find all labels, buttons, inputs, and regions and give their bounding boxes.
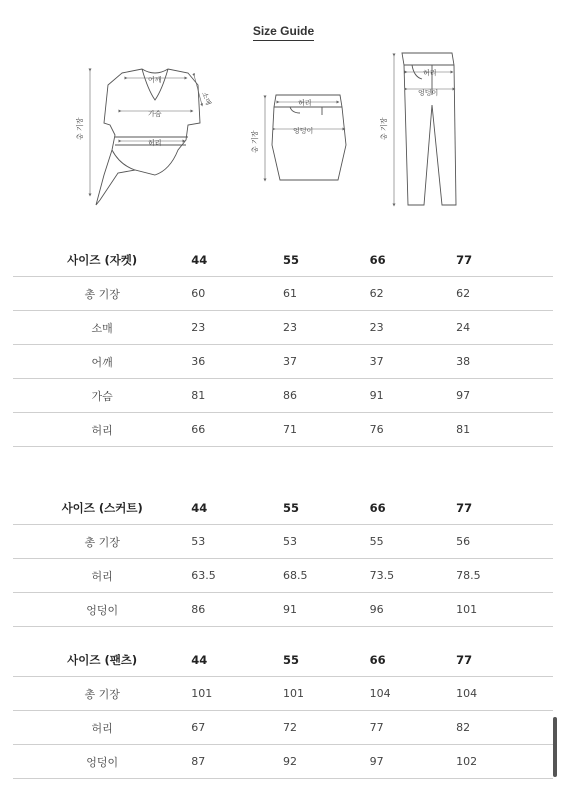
table-cell: 24	[456, 311, 553, 345]
table-cell: 86	[283, 379, 370, 413]
table-cell: 76	[370, 413, 457, 447]
table-cell: 78.5	[456, 559, 553, 593]
table-cell: 71	[283, 413, 370, 447]
table-cell: 허리	[13, 413, 191, 447]
skirt-illustration	[272, 95, 346, 180]
table-cell: 86	[191, 593, 283, 627]
table-cell: 97	[456, 379, 553, 413]
table-cell: 61	[283, 277, 370, 311]
table-row	[13, 677, 553, 711]
table-cell: 53	[191, 525, 283, 559]
table-header-cell: 66	[370, 491, 457, 525]
table-header-row	[13, 243, 553, 277]
table-row	[13, 311, 553, 345]
table-cell: 87	[191, 745, 283, 779]
garment-illustrations	[60, 45, 480, 220]
table-cell: 어깨	[13, 345, 191, 379]
table-header-cell: 77	[456, 491, 553, 525]
table-cell: 62	[456, 277, 553, 311]
table-header-cell: 66	[370, 243, 457, 277]
table-cell: 가슴	[13, 379, 191, 413]
table-cell: 101	[191, 677, 283, 711]
table-header-cell: 사이즈 (스커트)	[13, 491, 191, 525]
table-header-cell: 55	[283, 491, 370, 525]
table-header-row	[13, 491, 553, 525]
table-cell: 72	[283, 711, 370, 745]
page-title: Size Guide	[0, 24, 567, 38]
jacket-waist-label: 허리	[148, 139, 162, 147]
jacket-illustration	[96, 69, 200, 205]
pants-length-label: 총 기장	[380, 117, 388, 140]
table-cell: 23	[283, 311, 370, 345]
table-cell: 81	[191, 379, 283, 413]
table-cell: 엉덩이	[13, 745, 191, 779]
table-cell: 23	[191, 311, 283, 345]
jacket-sleeve-label: 소매	[200, 90, 213, 107]
table-cell: 37	[283, 345, 370, 379]
table-cell: 총 기장	[13, 277, 191, 311]
table-cell: 허리	[13, 559, 191, 593]
pants-hip-label: 엉덩이	[418, 89, 439, 97]
table-header-cell: 44	[191, 243, 283, 277]
table-cell: 소매	[13, 311, 191, 345]
measurement-diagram	[60, 45, 480, 220]
table-cell: 53	[283, 525, 370, 559]
table-cell: 55	[370, 525, 457, 559]
table-cell: 73.5	[370, 559, 457, 593]
table-cell: 37	[370, 345, 457, 379]
table-row	[13, 413, 553, 447]
table-cell: 96	[370, 593, 457, 627]
table-row	[13, 345, 553, 379]
table-cell: 101	[283, 677, 370, 711]
jacket-size-table	[13, 243, 553, 447]
table-header-cell: 사이즈 (팬츠)	[13, 643, 191, 677]
table-cell: 67	[191, 711, 283, 745]
pants-waist-label: 허리	[423, 69, 437, 77]
table-header-row	[13, 643, 553, 677]
table-cell: 97	[370, 745, 457, 779]
table-cell: 36	[191, 345, 283, 379]
skirt-length-label: 총 기장	[251, 130, 259, 153]
table-cell: 91	[283, 593, 370, 627]
table-cell: 60	[191, 277, 283, 311]
table-cell: 56	[456, 525, 553, 559]
table-row	[13, 277, 553, 311]
table-cell: 82	[456, 711, 553, 745]
scrollbar-thumb[interactable]	[553, 717, 557, 777]
table-row	[13, 593, 553, 627]
skirt-size-table	[13, 491, 553, 627]
jacket-chest-label: 가슴	[148, 110, 162, 118]
table-row	[13, 559, 553, 593]
table-header-cell: 55	[283, 243, 370, 277]
table-row	[13, 711, 553, 745]
table-header-cell: 44	[191, 491, 283, 525]
table-cell: 총 기장	[13, 525, 191, 559]
table-row	[13, 379, 553, 413]
table-cell: 허리	[13, 711, 191, 745]
table-cell: 66	[191, 413, 283, 447]
table-cell: 총 기장	[13, 677, 191, 711]
table-cell: 101	[456, 593, 553, 627]
table-cell: 81	[456, 413, 553, 447]
table-header-cell: 44	[191, 643, 283, 677]
table-cell: 91	[370, 379, 457, 413]
table-row	[13, 745, 553, 779]
table-header-cell: 55	[283, 643, 370, 677]
table-cell: 63.5	[191, 559, 283, 593]
table-header-cell: 77	[456, 243, 553, 277]
table-header-cell: 사이즈 (자켓)	[13, 243, 191, 277]
table-cell: 104	[456, 677, 553, 711]
jacket-shoulder-label: 어깨	[148, 76, 162, 84]
table-cell: 68.5	[283, 559, 370, 593]
table-header-cell: 66	[370, 643, 457, 677]
table-cell: 엉덩이	[13, 593, 191, 627]
table-header-cell: 77	[456, 643, 553, 677]
table-cell: 23	[370, 311, 457, 345]
pants-size-table	[13, 643, 553, 779]
table-cell: 92	[283, 745, 370, 779]
table-cell: 38	[456, 345, 553, 379]
skirt-waist-label: 허리	[298, 99, 312, 107]
table-cell: 62	[370, 277, 457, 311]
skirt-hip-label: 엉덩이	[293, 127, 314, 135]
table-cell: 102	[456, 745, 553, 779]
jacket-length-label: 총 기장	[76, 117, 84, 140]
table-cell: 104	[370, 677, 457, 711]
table-cell: 77	[370, 711, 457, 745]
table-row	[13, 525, 553, 559]
